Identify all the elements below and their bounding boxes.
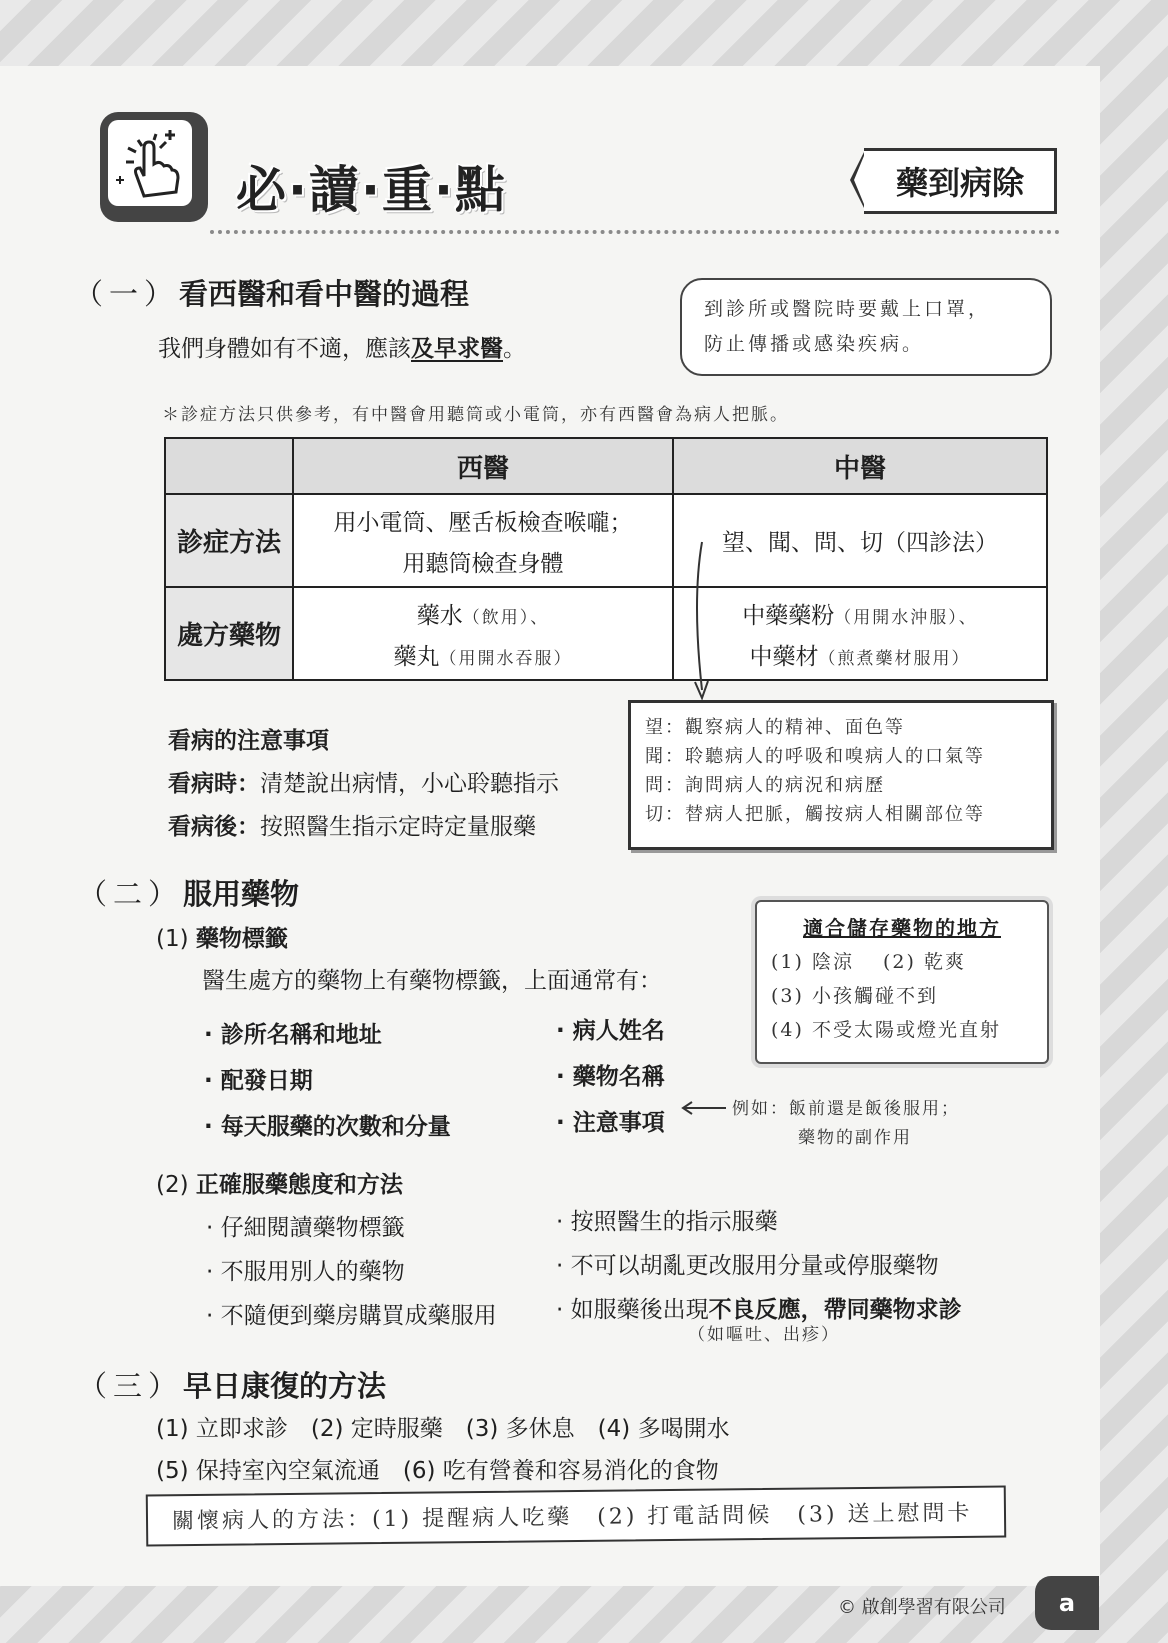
- footnote: ＊診症方法只供參考，有中醫會用聽筒或小電筒，亦有西醫會為病人把脈。: [162, 405, 789, 425]
- copyright: © 啟創學習有限公司: [838, 1597, 1006, 1618]
- sub2-number: (2): [156, 1172, 189, 1198]
- sub1-number: (1): [156, 926, 189, 952]
- four-methods-box: [628, 700, 1054, 850]
- mask-note-line2: 防止傳播或感染疾病。: [704, 333, 925, 355]
- mask-note-line1: 到診所或醫院時要戴上口罩，: [704, 298, 991, 320]
- section1-intro: [158, 330, 526, 363]
- method-left: [206, 1206, 497, 1338]
- west-diagnosis-line2: 用聽筒檢查身體: [402, 550, 564, 577]
- four-method-item: 望：觀察病人的精神、面色等: [645, 717, 905, 738]
- page-title: 必·讀·重·點: [236, 161, 507, 219]
- west-medicine-b-note: （用開水吞服）: [439, 648, 573, 669]
- list-item: · 診所名稱和地址: [204, 1022, 382, 1048]
- section3-title: 早日康復的方法: [183, 1369, 387, 1403]
- chinese-medicine-line1: [675, 597, 1045, 630]
- list-item: · 按照醫生的指示服藥: [556, 1209, 778, 1235]
- chinese-medicine-b-note: （煎煮藥材服用）: [818, 648, 971, 669]
- section1-heading: [74, 272, 469, 313]
- care-box: [146, 1485, 1006, 1546]
- section3-number: （三）: [78, 1369, 184, 1403]
- list-item: · 不服用別人的藥物: [206, 1259, 405, 1285]
- list-item: · 每天服藥的次數和分量: [204, 1114, 451, 1140]
- sub1-heading: [156, 920, 288, 953]
- west-medicine-a-note: （飲用）、: [462, 607, 550, 628]
- page-number: a: [1035, 1576, 1099, 1630]
- chinese-medicine-a-note: （用開水沖服）、: [834, 607, 978, 628]
- cell-west-medicine: [293, 587, 673, 680]
- label-items-right: [556, 1008, 665, 1146]
- attention-during: [168, 765, 559, 798]
- arrow-left-icon: [680, 1100, 728, 1116]
- col-west-header: 西醫: [293, 438, 673, 494]
- recovery-line1: (1) 立即求診 (2) 定時服藥 (3) 多休息 (4) 多喝開水: [156, 1416, 730, 1442]
- section3-heading: [78, 1364, 386, 1405]
- list-item: · 配發日期: [204, 1068, 313, 1094]
- west-medicine-line2: [295, 638, 671, 671]
- intro-text-c: 。: [503, 336, 526, 362]
- list-item: · 不可以胡亂更改服用分量或停服藥物: [556, 1253, 939, 1279]
- method-right-3b: 不良反應，帶同藥物求診: [708, 1297, 962, 1323]
- topic-tag-text: 藥到病除: [895, 164, 1024, 202]
- header-divider: [210, 230, 1060, 234]
- table-corner: [165, 438, 293, 494]
- four-method-item: 聞：聆聽病人的呼吸和嗅病人的口氣等: [645, 746, 985, 767]
- example-note: [732, 1094, 960, 1148]
- reaction-note: （如嘔吐、出疹）: [688, 1325, 840, 1345]
- west-medicine-a: 藥水: [416, 602, 463, 629]
- attention-title: 看病的注意事項: [168, 728, 329, 754]
- attention-block: [168, 722, 559, 841]
- section2-title: 服用藥物: [183, 877, 300, 911]
- label-items-left: [204, 1012, 451, 1150]
- intro-text-a: 我們身體如有不適，應該: [158, 336, 411, 362]
- example-line1: 例如：飯前還是飯後服用；: [732, 1099, 960, 1119]
- method-right: [556, 1200, 962, 1332]
- recovery-line2: (5) 保持室內空氣流通 (6) 吃有營養和容易消化的食物: [156, 1458, 719, 1484]
- row-medicine-header: 處方藥物: [165, 587, 293, 680]
- sub2-title: 正確服藥態度和方法: [195, 1172, 403, 1198]
- storage-title: 適合儲存藥物的地方: [803, 916, 1001, 940]
- row-diagnosis-header: 診症方法: [165, 494, 293, 587]
- west-diagnosis-line1: 用小電筒、壓舌板檢查喉嚨；: [333, 509, 633, 536]
- storage-box: [755, 900, 1049, 1064]
- storage-item: (1) 陰涼 (2) 乾爽: [771, 951, 966, 973]
- table-row: [165, 494, 1047, 587]
- cell-west-diagnosis: [293, 494, 673, 587]
- attention-after: [168, 808, 559, 841]
- section1-title: 看西醫和看中醫的過程: [179, 277, 470, 311]
- west-medicine-line1: [295, 597, 671, 630]
- list-item: · 不隨便到藥房購買成藥服用: [206, 1303, 497, 1329]
- four-method-item: 切：替病人把脈，觸按病人相關部位等: [645, 804, 985, 825]
- mask-note: [680, 278, 1052, 376]
- west-medicine-b: 藥丸: [393, 643, 440, 670]
- storage-item: (3) 小孩觸碰不到: [771, 985, 938, 1007]
- sub2-heading: [156, 1166, 403, 1199]
- method-right-3a: · 如服藥後出現: [556, 1297, 709, 1323]
- after-text: 按照醫生指示定時定量服藥: [260, 814, 536, 840]
- care-text: 關懷病人的方法：(1) 提醒病人吃藥 (2) 打電話問候 (3) 送上慰問卡: [171, 1500, 973, 1535]
- section2-number: （二）: [78, 877, 184, 911]
- cell-chinese-diagnosis: 望、聞、問、切（四診法）: [673, 494, 1047, 587]
- intro-keyword: 及早求醫: [411, 336, 503, 362]
- chinese-medicine-b: 中藥材: [749, 643, 819, 670]
- tap-badge: [100, 112, 208, 222]
- sub1-title: 藥物標籤: [195, 926, 288, 952]
- chinese-medicine-a: 中藥藥粉: [742, 602, 835, 629]
- list-item: · 仔細閱讀藥物標籤: [206, 1215, 405, 1241]
- list-item: · 藥物名稱: [556, 1064, 665, 1090]
- cell-chinese-medicine: [673, 587, 1047, 680]
- list-item: · 病人姓名: [556, 1018, 665, 1044]
- table-header-row: [165, 438, 1047, 494]
- during-text: 清楚說出病情，小心聆聽指示: [260, 771, 559, 797]
- list-item: · 注意事項: [556, 1110, 665, 1136]
- tap-hand-icon: [114, 126, 186, 200]
- example-line2: 藥物的副作用: [798, 1128, 912, 1148]
- section2-heading: [78, 872, 299, 913]
- comparison-table: [164, 437, 1048, 681]
- sub1-intro: 醫生處方的藥物上有藥物標籤，上面通常有：: [202, 968, 662, 994]
- section1-number: （一）: [74, 277, 180, 311]
- after-label: 看病後：: [168, 814, 260, 840]
- col-chinese-header: 中醫: [673, 438, 1047, 494]
- during-label: 看病時：: [168, 771, 260, 797]
- chinese-medicine-line2: [675, 638, 1045, 671]
- arrow-to-four-methods: [690, 540, 720, 705]
- badge-inner: [108, 120, 192, 206]
- table-row: [165, 587, 1047, 680]
- four-method-item: 問：詢問病人的病況和病歷: [645, 775, 885, 796]
- storage-item: (4) 不受太陽或燈光直射: [771, 1019, 1001, 1041]
